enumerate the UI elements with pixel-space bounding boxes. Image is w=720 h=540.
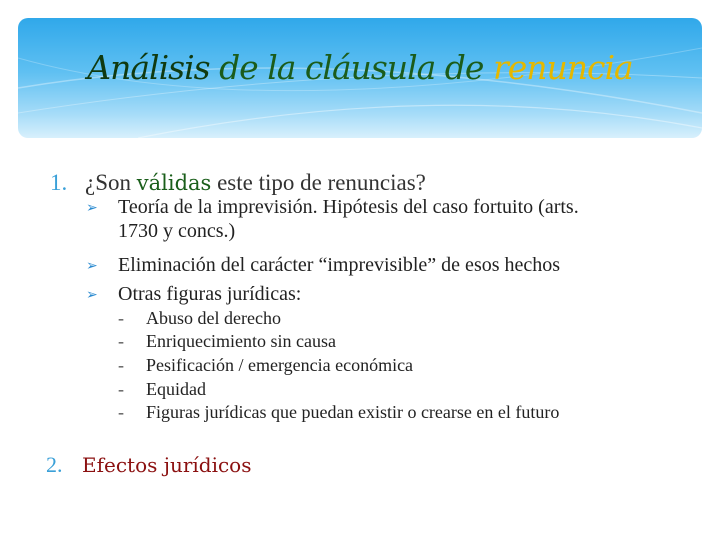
bullet-1-line-2: 1730 y concs.) [118,220,236,242]
bullet-2: Eliminación del carácter “imprevisible” de esos hechos [118,254,561,276]
arrow-bullet-icon: ➢ [86,200,98,216]
title-word-analisis: Análisis [87,48,210,87]
sub-item: - Abuso del derecho [118,308,281,328]
item-1-number: 1. [50,170,68,195]
title-word-renuncia: renuncia [492,48,633,87]
arrow-bullet-icon: ➢ [86,258,98,274]
item-1-text-after: este tipo de renuncias? [217,170,426,195]
sub-item: - Figuras jurídicas que puedan existir o crearse en el futuro [118,402,560,422]
sub-item: - Equidad [118,379,206,399]
item-2 [46,452,251,478]
sub-item: - Pesificación / emergencia económica [118,355,414,375]
item-1-emphasis: válidas [136,171,212,195]
bullet-1-line-1: Teoría de la imprevisión. Hipótesis del caso fortuito (arts. [118,196,579,218]
arrow-bullet-icon: ➢ [86,287,98,303]
item-2-number: 2. [46,452,63,477]
item-2-text: Efectos jurídicos [82,453,252,477]
title-middle: de la cláusula de [219,48,484,87]
item-1-text-before: ¿Son [85,170,131,195]
sub-item: - Enriquecimiento sin causa [118,331,336,351]
bullet-3: Otras figuras jurídicas: [118,283,302,305]
item-1 [50,170,426,196]
